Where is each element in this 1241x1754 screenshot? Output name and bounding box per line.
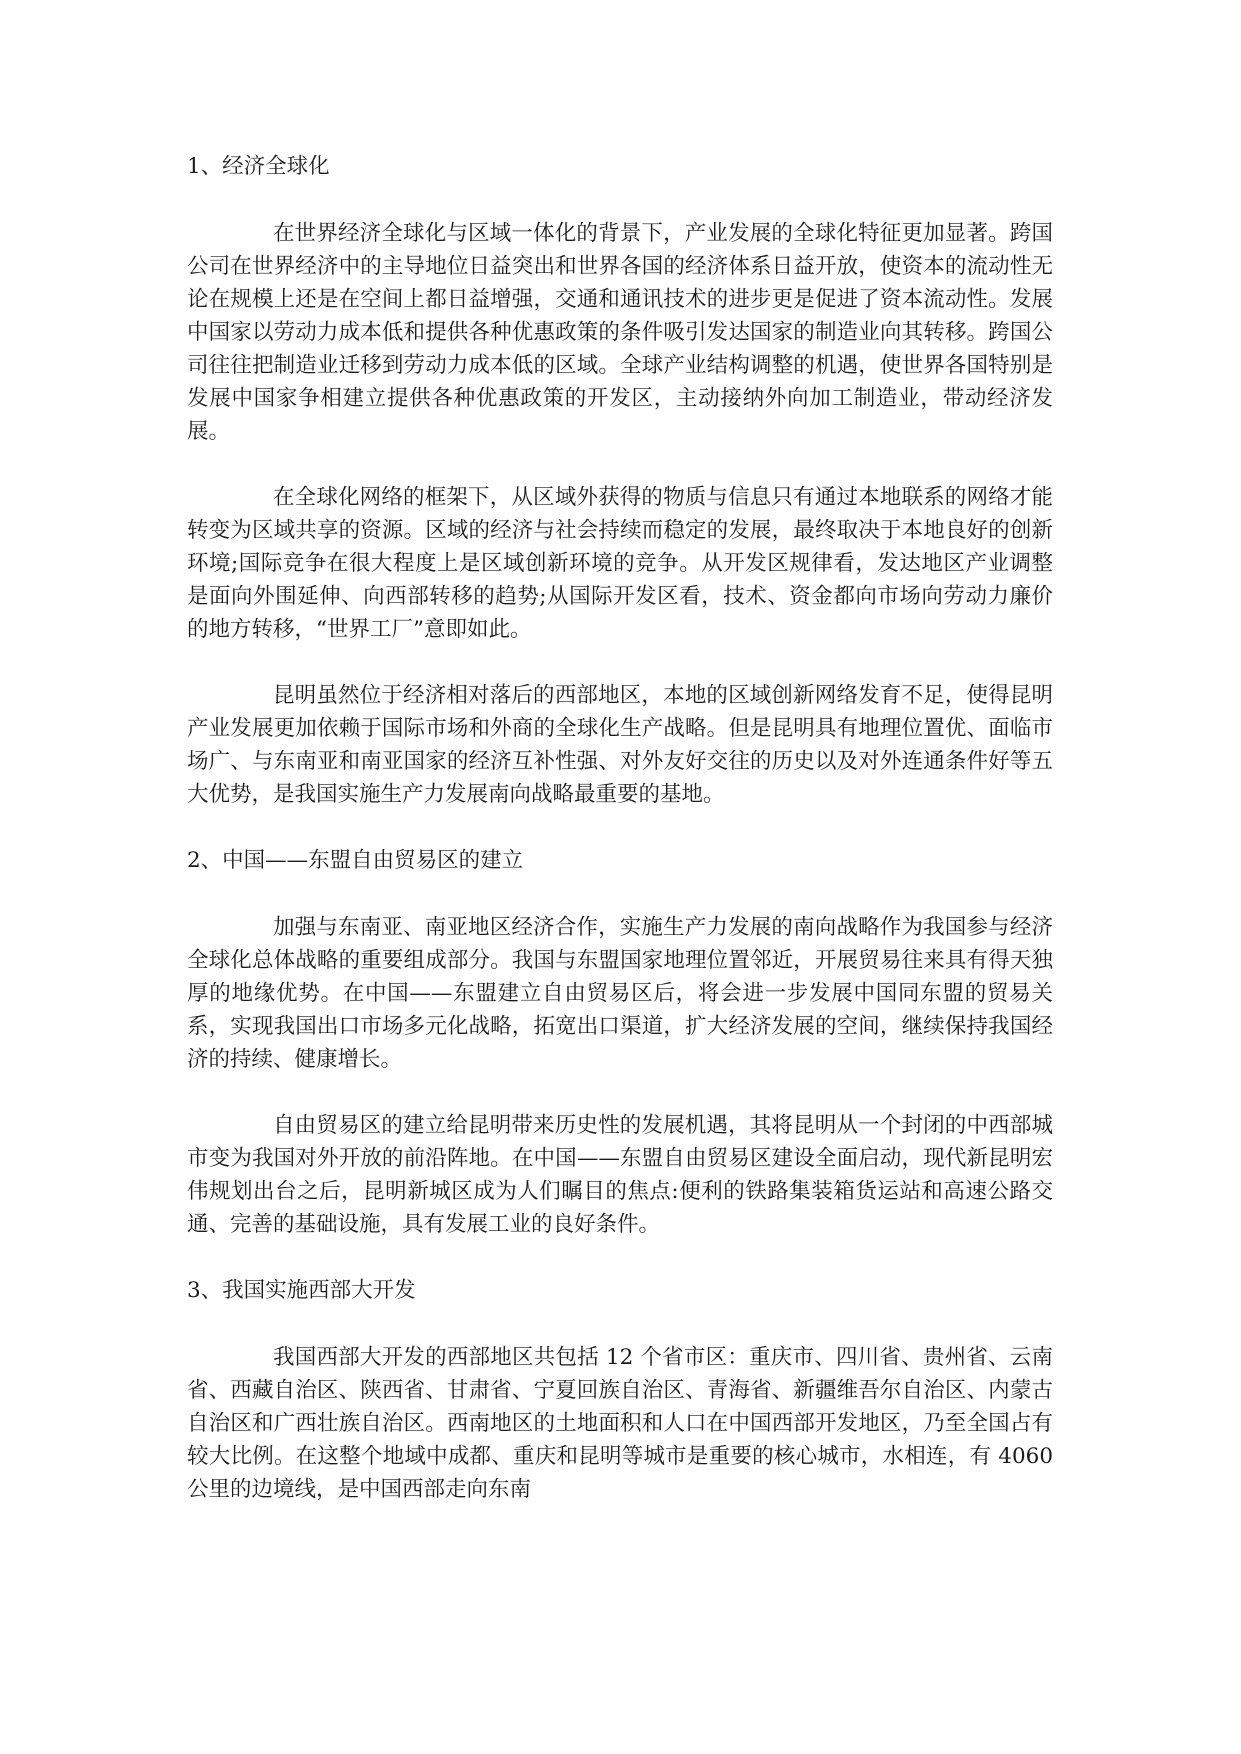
paragraph: 我国西部大开发的西部地区共包括 12 个省市区：重庆市、四川省、贵州省、云南省、西藏自治区、陕西省、甘肃省、宁夏回族自治区、青海省、新疆维吾尔自治区、内蒙古自治区和广西壮族自治区。西南地区的土地面积和人口在中国西部开发地区，乃至全国占有较大比例。在这整个地域中成都、重庆和昆明等城市是重要的核心城市，水相连，有 4060 公里的边境线，是中国西部走向东南 — [187, 1345, 1053, 1502]
section-western-development — [187, 1274, 1053, 1506]
document-page — [187, 150, 1053, 1506]
paragraph: 加强与东南亚、南亚地区经济合作，实施生产力发展的南向战略作为我国参与经济全球化总体战略的重要组成部分。我国与东盟国家地理位置邻近，开展贸易往来具有得天独厚的地缘优势。在中国——东盟建立自由贸易区后，将会进一步发展中国同东盟的贸易关系，实现我国出口市场多元化战略，拓宽出口渠道，扩大经济发展的空间，继续保持我国经济的持续、健康增长。 — [187, 915, 1053, 1072]
section-heading: 2、中国——东盟自由贸易区的建立 — [187, 848, 524, 873]
paragraph: 在全球化网络的框架下，从区域外获得的物质与信息只有通过本地联系的网络才能转变为区域共享的资源。区域的经济与社会持续而稳定的发展，最终取决于本地良好的创新环境;国际竞争在很大程度上是区域创新环境的竞争。从开发区规律看，发达地区产业调整是面向外围延伸、向西部转移的趋势;从国际开发区看，技术、资金都向市场向劳动力廉价的地方转移，“世界工厂”意即如此。 — [187, 485, 1053, 642]
paragraph: 在世界经济全球化与区域一体化的背景下，产业发展的全球化特征更加显著。跨国公司在世界经济中的主导地位日益突出和世界各国的经济体系日益开放，使资本的流动性无论在规模上还是在空间上都日益增强，交通和通讯技术的进步更是促进了资本流动性。发展中国家以劳动力成本低和提供各种优惠政策的条件吸引发达国家的制造业向其转移。跨国公司往往把制造业迁移到劳动力成本低的区域。全球产业结构调整的机遇，使世界各国特别是发展中国家争相建立提供各种优惠政策的开发区，主动接纳外向加工制造业，带动经济发展。 — [187, 221, 1053, 444]
section-heading: 1、经济全球化 — [187, 154, 330, 179]
paragraph: 昆明虽然位于经济相对落后的西部地区，本地的区域创新网络发育不足，使得昆明产业发展更加依赖于国际市场和外商的全球化生产战略。但是昆明具有地理位置优、面临市场广、与东南亚和南亚国家的经济互补性强、对外友好交往的历史以及对外连通条件好等五大优势，是我国实施生产力发展南向战略最重要的基地。 — [187, 683, 1053, 807]
section-china-asean-fta — [187, 844, 1053, 1274]
section-economic-globalization — [187, 150, 1053, 844]
section-heading: 3、我国实施西部大开发 — [187, 1278, 416, 1303]
paragraph: 自由贸易区的建立给昆明带来历史性的发展机遇，其将昆明从一个封闭的中西部城市变为我国对外开放的前沿阵地。在中国——东盟自由贸易区建设全面启动，现代新昆明宏伟规划出台之后，昆明新城区成为人们瞩目的焦点:便利的铁路集装箱货运站和高速公路交通、完善的基础设施，具有发展工业的良好条件。 — [187, 1113, 1053, 1237]
